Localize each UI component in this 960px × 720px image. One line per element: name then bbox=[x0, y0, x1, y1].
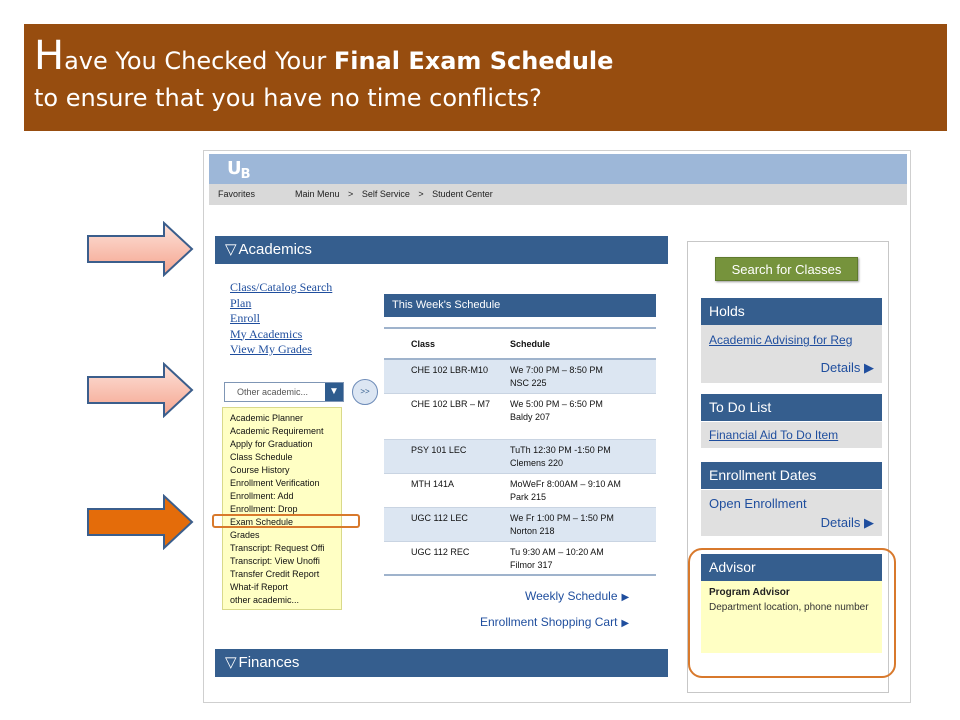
crumb-self-service[interactable]: Self Service bbox=[361, 189, 410, 199]
crumb-sep: > bbox=[418, 189, 424, 199]
dropdown-value: Other academic... bbox=[237, 387, 309, 397]
logo-b: B bbox=[240, 167, 250, 182]
option-item[interactable]: Transfer Credit Report bbox=[230, 569, 320, 579]
todo-body bbox=[701, 422, 882, 448]
table-row bbox=[384, 440, 656, 474]
enrollment-dates-body bbox=[701, 490, 882, 536]
table-row bbox=[384, 360, 656, 394]
class-cell: CHE 102 LBR – M7 bbox=[411, 399, 491, 409]
collapse-triangle-icon: ▽ bbox=[225, 241, 237, 258]
enrollment-dates-header: Enrollment Dates bbox=[701, 462, 882, 489]
play-arrow-icon: ▶ bbox=[864, 360, 874, 375]
class-cell: PSY 101 LEC bbox=[411, 445, 467, 455]
option-item[interactable]: Enrollment: Drop bbox=[230, 504, 298, 514]
option-exam-schedule[interactable]: Exam Schedule bbox=[230, 517, 294, 527]
banner-first-letter: H bbox=[34, 33, 65, 79]
nav-bar bbox=[209, 184, 907, 205]
advisor-name: Program Advisor bbox=[709, 587, 790, 598]
enrollment-cart-label: Enrollment Shopping Cart bbox=[480, 615, 618, 629]
holds-details-link[interactable] bbox=[821, 360, 874, 376]
option-item[interactable]: other academic... bbox=[230, 595, 300, 605]
option-item[interactable]: Grades bbox=[230, 530, 260, 540]
banner-line2: to ensure that you have no time conflicts? bbox=[34, 84, 542, 112]
details-label: Details bbox=[820, 515, 861, 530]
holds-item-link[interactable]: Academic Advising for Reg bbox=[709, 333, 853, 347]
option-item[interactable]: Academic Requirement bbox=[230, 426, 324, 436]
holds-header: Holds bbox=[701, 298, 882, 325]
col-schedule: Schedule bbox=[510, 339, 551, 349]
time-cell: TuTh 12:30 PM -1:50 PM bbox=[510, 445, 611, 455]
advisor-header: Advisor bbox=[701, 554, 882, 581]
location-cell: Park 215 bbox=[510, 492, 547, 502]
option-item[interactable]: Course History bbox=[230, 465, 290, 475]
table-row bbox=[384, 474, 656, 508]
time-cell: Tu 9:30 AM – 10:20 AM bbox=[510, 547, 604, 557]
other-academic-dropdown[interactable] bbox=[224, 382, 344, 402]
location-cell: NSC 225 bbox=[510, 378, 547, 388]
option-item[interactable]: Transcript: View Unoffi bbox=[230, 556, 320, 566]
location-cell: Filmor 317 bbox=[510, 560, 553, 570]
dropdown-arrow-icon[interactable]: ▼ bbox=[325, 383, 343, 401]
col-class: Class bbox=[411, 339, 436, 349]
banner-line1 bbox=[34, 33, 935, 81]
banner-line1-text: ave You Checked Your bbox=[64, 47, 334, 75]
class-cell: CHE 102 LBR-M10 bbox=[411, 365, 489, 375]
exam-schedule-highlight bbox=[212, 514, 360, 528]
todo-header: To Do List bbox=[701, 394, 882, 421]
weekly-schedule-link[interactable] bbox=[525, 589, 629, 603]
option-item[interactable]: Apply for Graduation bbox=[230, 439, 313, 449]
ub-logo bbox=[227, 158, 250, 182]
option-item[interactable]: What-if Report bbox=[230, 582, 289, 592]
arrow-academics-icon bbox=[86, 221, 196, 277]
academics-title: Academics bbox=[238, 241, 312, 258]
link-plan[interactable]: Plan bbox=[230, 295, 252, 310]
breadcrumb bbox=[295, 184, 499, 205]
advisor-info: Department location, phone number bbox=[709, 602, 869, 613]
play-arrow-icon: ▶ bbox=[621, 618, 630, 629]
finances-header[interactable] bbox=[215, 649, 668, 677]
arrow-dropdown-icon bbox=[86, 362, 196, 418]
crumb-sep: > bbox=[348, 189, 354, 199]
go-button[interactable]: >> bbox=[352, 379, 378, 405]
finances-title: Finances bbox=[238, 654, 300, 671]
holds-body bbox=[701, 325, 882, 383]
enrollment-details-link[interactable] bbox=[821, 515, 874, 531]
schedule-table bbox=[384, 327, 656, 576]
favorites-menu[interactable]: Favorites bbox=[218, 189, 256, 199]
link-class-catalog-search[interactable]: Class/Catalog Search bbox=[230, 280, 333, 294]
arrow-exam-schedule-icon bbox=[86, 494, 196, 550]
time-cell: We 7:00 PM – 8:50 PM bbox=[510, 365, 603, 375]
play-arrow-icon: ▶ bbox=[621, 592, 630, 603]
link-view-my-grades[interactable]: View My Grades bbox=[230, 342, 312, 356]
dropdown-options-list bbox=[222, 407, 342, 610]
option-item[interactable]: Class Schedule bbox=[230, 452, 293, 462]
time-cell: MoWeFr 8:00AM – 9:10 AM bbox=[510, 479, 621, 489]
table-row bbox=[384, 542, 656, 576]
class-cell: MTH 141A bbox=[411, 479, 455, 489]
portal-header bbox=[209, 154, 907, 184]
play-arrow-icon: ▶ bbox=[864, 515, 874, 530]
open-enrollment-text: Open Enrollment bbox=[709, 496, 807, 511]
banner-bold-text: Final Exam Schedule bbox=[333, 47, 614, 75]
class-cell: UGC 112 REC bbox=[411, 547, 470, 557]
time-cell: We Fr 1:00 PM – 1:50 PM bbox=[510, 513, 614, 523]
option-item[interactable]: Academic Planner bbox=[230, 413, 304, 423]
weekly-schedule-label: Weekly Schedule bbox=[525, 589, 618, 603]
location-cell: Baldy 207 bbox=[510, 412, 551, 422]
class-cell: UGC 112 LEC bbox=[411, 513, 468, 523]
academics-header[interactable] bbox=[215, 236, 668, 264]
schedule-title: This Week's Schedule bbox=[384, 294, 656, 317]
table-row bbox=[384, 508, 656, 542]
time-cell: We 5:00 PM – 6:50 PM bbox=[510, 399, 603, 409]
link-enroll[interactable]: Enroll bbox=[230, 311, 260, 325]
academics-links bbox=[230, 280, 332, 358]
schedule-header-row bbox=[384, 327, 656, 360]
option-item[interactable]: Enrollment: Add bbox=[230, 491, 294, 501]
crumb-student-center[interactable]: Student Center bbox=[432, 189, 493, 199]
table-row bbox=[384, 394, 656, 440]
link-my-academics[interactable]: My Academics bbox=[230, 326, 303, 341]
logo-u: U bbox=[227, 158, 241, 179]
crumb-main-menu[interactable]: Main Menu bbox=[295, 189, 340, 199]
option-item[interactable]: Enrollment Verification bbox=[230, 478, 320, 488]
title-banner bbox=[24, 24, 947, 131]
todo-item-link[interactable]: Financial Aid To Do Item bbox=[709, 428, 839, 442]
collapse-triangle-icon: ▽ bbox=[225, 654, 237, 671]
advisor-highlight bbox=[688, 548, 896, 678]
search-for-classes-button[interactable]: Search for Classes bbox=[715, 257, 858, 281]
location-cell: Clemens 220 bbox=[510, 458, 564, 468]
location-cell: Norton 218 bbox=[510, 526, 555, 536]
option-item[interactable]: Transcript: Request Offi bbox=[230, 543, 325, 553]
details-label: Details bbox=[820, 360, 861, 375]
enrollment-cart-link[interactable] bbox=[480, 615, 629, 629]
